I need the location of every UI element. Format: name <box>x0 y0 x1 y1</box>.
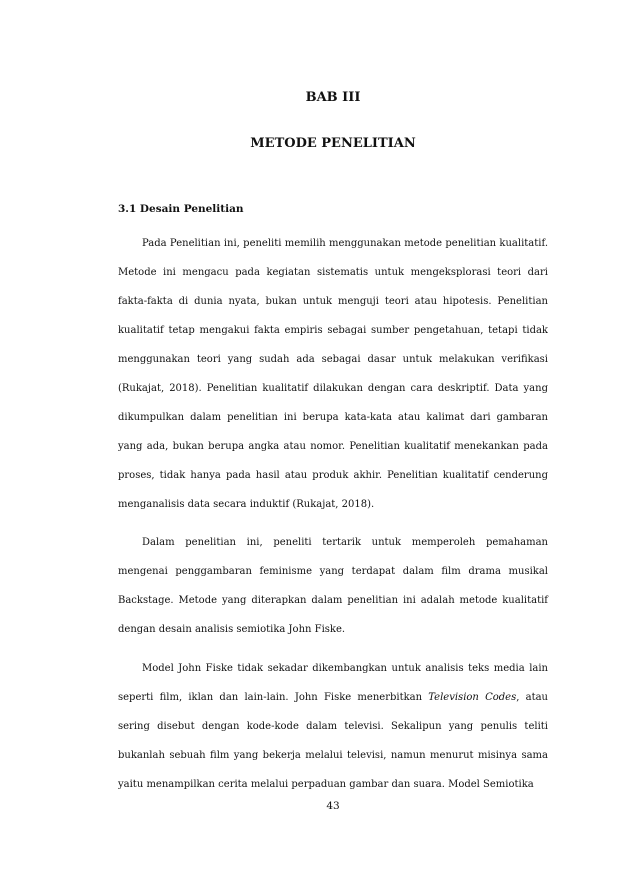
paragraph-3 <box>118 654 548 799</box>
section-heading: 3.1 Desain Penelitian <box>118 203 244 215</box>
paragraph-3-text-start: Model John Fiske tidak sekadar dikembangkan untuk analisis teks media lain seperti film, iklan dan lain-lain. John Fiske menerbitkan <box>118 663 548 703</box>
paragraph-2: Dalam penelitian ini, peneliti tertarik untuk memperoleh pemahaman mengenai penggambaran feminisme yang terdapat dalam film drama musikal Backstage. Metode yang diterapkan dalam penelitian ini adalah metode kualitatif dengan desain analisis semiotika John Fiske. <box>118 537 548 635</box>
chapter-heading: BAB III <box>305 90 361 105</box>
page-number: 43 <box>326 800 340 812</box>
paragraph-3-text-end: , atau sering disebut dengan kode-kode dalam televisi. Sekalipun yang penulis teliti bukanlah sebuah film yang bekerja melalui televisi, namun menurut misinya sama yaitu menampilkan cerita melalui perpaduan gambar dan suara. Model Semiotika <box>118 692 548 790</box>
chapter-title: METODE PENELITIAN <box>250 136 416 151</box>
paragraph-1: Pada Penelitian ini, peneliti memilih menggunakan metode penelitian kualitatif. Metode ini mengacu pada kegiatan sistematis untuk mengeksplorasi teori dari fakta-fakta di dunia nyata, bukan untuk menguji teori atau hipotesis. Penelitian kualitatif tetap mengakui fakta empiris sebagai sumber pengetahuan, tetapi tidak menggunakan teori yang sudah ada sebagai dasar untuk melakukan verifikasi (Rukajat, 2018). Penelitian kualitatif dilakukan dengan cara deskriptif. Data yang dikumpulkan dalam penelitian ini berupa kata-kata atau kalimat dari gambaran yang ada, bukan berupa angka atau nomor. Penelitian kualitatif menekankan pada proses, tidak hanya pada hasil atau produk akhir. Penelitian kualitatif cenderung menganalisis data secara induktif (Rukajat, 2018). <box>118 238 548 510</box>
paragraph-3-italic-term: Television Codes <box>428 692 517 703</box>
